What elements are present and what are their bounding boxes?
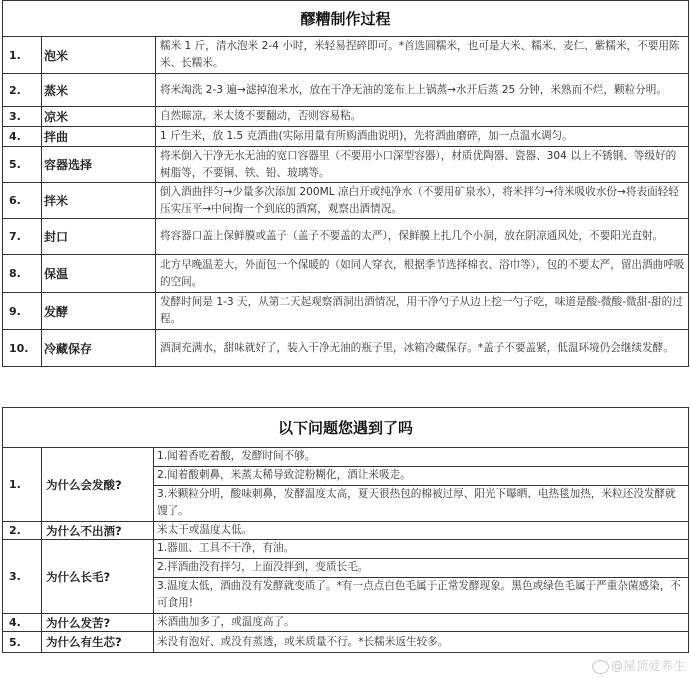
step-number: 10. (3, 330, 42, 367)
step-description: 将米淘洗 2-3 遍→滤掉泡米水，放在干净无油的笼布上上锅蒸→水开后蒸 25 分钟，米熟而不烂，颗粒分明。 (156, 74, 689, 107)
step-description: 1 斤生米，放 1.5 克酒曲(实际用量有所购酒曲说明)，先将酒曲磨碎，加一点温水调匀。 (156, 127, 689, 147)
faq-answer: 3.米颗粒分明，酸味刺鼻，发酵温度太高，夏天很热包的棉被过厚、阳光下曝晒、电热毯加热，米粒还没发酵就馊了。 (157, 488, 676, 518)
faq-answer: 3.温度太低，酒曲没有发酵就变质了。*有一点点白色毛属于正常发酵现象。黑色或绿色毛属于严重杂菌感染，不可食用! (157, 580, 681, 610)
faq-number: 5. (3, 632, 42, 653)
faq-question: 为什么会发酸? (42, 448, 154, 522)
faq-number: 4. (3, 614, 42, 632)
step-name: 封口 (42, 219, 156, 255)
step-number: 9. (3, 293, 42, 330)
step-name: 容器选择 (42, 147, 156, 183)
process-table (2, 0, 689, 367)
step-row (3, 147, 689, 183)
step-row (3, 219, 689, 255)
faq-answer: 1.器皿、工具不干净，有油。 (154, 540, 688, 558)
step-description: 将米倒入干净无水无油的宽口容器里（不要用小口深型容器），材质优陶器、瓷器、304 以上不锈钢、等级好的树脂等，不要铜、铁、铅、玻璃等。 (156, 147, 689, 183)
faq-row (3, 540, 689, 614)
step-name: 拌曲 (42, 127, 156, 147)
step-number: 1. (3, 37, 42, 74)
faq-row (3, 522, 689, 540)
step-description: 发酵时间是 1-3 天，从第二天起观察酒洞出酒情况，用干净勺子从边上挖一勺子吃，味道是酸-微酸-微甜-甜的过程。 (156, 293, 689, 330)
step-row (3, 330, 689, 367)
faq-answer: 米酒曲加多了，或温度高了。 (157, 616, 295, 628)
faq-number: 2. (3, 522, 42, 540)
step-description: 自然晾凉，米太烫不要翻动，否则容易粘。 (156, 107, 689, 127)
step-name: 蒸米 (42, 74, 156, 107)
watermark-text: @屋顶爱养生 (610, 659, 686, 673)
faq-answers (154, 448, 689, 522)
step-row (3, 74, 689, 107)
step-number: 3. (3, 107, 42, 127)
faq-row (3, 448, 689, 522)
faq-number: 3. (3, 540, 42, 614)
faq-answer: 米太干或温度太低。 (157, 524, 253, 536)
step-number: 4. (3, 127, 42, 147)
faq-question: 为什么长毛? (42, 540, 154, 614)
step-description: 糯米 1 斤，清水泡米 2-4 小时，米轻易捏碎即可。*首选圆糯米，也可是大米、糯米、麦仁、紫糯米，不要用陈米、长糯米。 (156, 37, 689, 74)
faq-table (2, 407, 689, 653)
step-row (3, 183, 689, 219)
step-name: 发酵 (42, 293, 156, 330)
step-name: 冷藏保存 (42, 330, 156, 367)
faq-answers (154, 540, 689, 614)
step-description: 北方早晚温差大，外面包一个保暖的（如同人穿衣，根据季节选择棉衣、浴巾等），包的不要太严，留出酒曲呼吸的空间。 (156, 255, 689, 293)
step-row (3, 37, 689, 74)
step-row (3, 127, 689, 147)
faq-answers (154, 632, 689, 653)
faq-answers (154, 522, 689, 540)
step-number: 7. (3, 219, 42, 255)
faq-row (3, 632, 689, 653)
step-name: 凉米 (42, 107, 156, 127)
faq-answer: 2.闻着酸刺鼻，米蒸太稀导致淀粉糊化，酒让米吸走。 (154, 466, 688, 485)
watermark (592, 657, 686, 674)
step-description: 将容器口盖上保鲜膜或盖子（盖子不要盖的太严），保鲜膜上扎几个小洞，放在阴凉通风处，不要阳光直射。 (156, 219, 689, 255)
step-number: 8. (3, 255, 42, 293)
step-number: 5. (3, 147, 42, 183)
faq-question: 为什么有生芯? (42, 632, 154, 653)
step-row (3, 107, 689, 127)
faq-row (3, 614, 689, 632)
weibo-icon (592, 660, 609, 674)
faq-answer: 2.拌酒曲没有拌匀，上面没拌到，变质长毛。 (154, 558, 688, 577)
faq-answers (154, 614, 689, 632)
step-description: 酒洞充满水，甜味就好了，装入干净无油的瓶子里，冰箱冷藏保存。*盖子不要盖紧，低温环境仍会继续发酵。 (156, 330, 689, 367)
step-name: 拌米 (42, 183, 156, 219)
process-title: 醪糟制作过程 (3, 1, 689, 37)
step-name: 泡米 (42, 37, 156, 74)
faq-answer: 米没有泡好、或没有蒸透，或米质量不行。*长糯米返生较多。 (157, 635, 449, 648)
step-name: 保温 (42, 255, 156, 293)
faq-number: 1. (3, 448, 42, 522)
step-number: 2. (3, 74, 42, 107)
faq-answer: 1.闻着香吃着酸，发酵时间不够。 (154, 448, 688, 466)
step-row (3, 293, 689, 330)
faq-question: 为什么发苦? (42, 614, 154, 632)
step-description: 倒入酒曲拌匀→少量多次添加 200ML 凉白开或纯净水（不要用矿泉水），将米拌匀→待米吸收水份→将表面轻轻压实压平→中间掏一个到底的酒窝，观察出酒情况。 (156, 183, 689, 219)
step-number: 6. (3, 183, 42, 219)
faq-title: 以下问题您遇到了吗 (3, 408, 689, 448)
faq-question: 为什么不出酒? (42, 522, 154, 540)
step-row (3, 255, 689, 293)
